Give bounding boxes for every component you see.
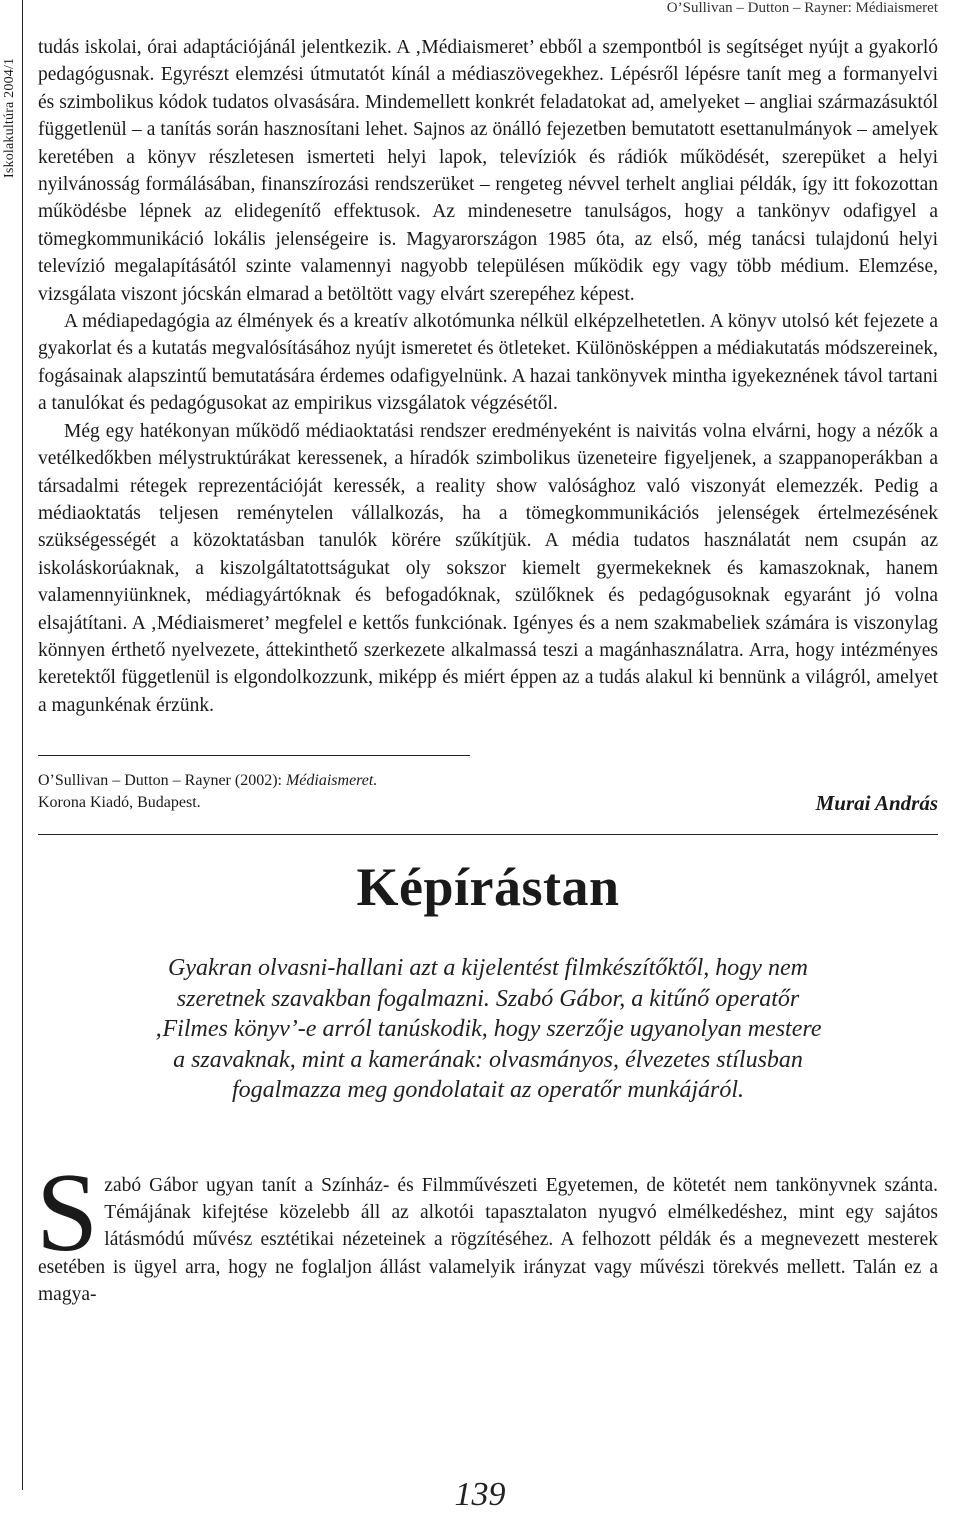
article-paragraph-text: zabó Gábor ugyan tanít a Színház- és Filmművészeti Egyetemen, de kötetét nem tankönyvnek szánta. Témájának kifejtése közelebb áll az alkotói tapasztalaton nyugvó elmélkedéshez, mint egy sajátos látásmódú művész esztétikai nézeteinek a rögzítéséhez. A felhozott példák és a megnevezett mesterek esetében is ügyel arra, hogy ne foglaljon állást valamelyik irányzat vagy művészi törekvés mellett. Talán ez a magya- — [38, 1174, 938, 1306]
running-head: O’Sullivan – Dutton – Rayner: Médiaismeret — [666, 0, 938, 16]
article-paragraph-1 — [36, 1150, 938, 1309]
page-content — [38, 34, 938, 1309]
drop-cap: S — [36, 1150, 99, 1275]
lead-line: fogalmazza meg gondolatait az operatőr munkájáról. — [231, 1077, 744, 1104]
paragraph-1: tudás iskolai, órai adaptációjánál jelentkezik. A ‚Médiaismeret’ ebből a szempontból is segítséget nyújt a gyakorló pedagógusnak. Egyrészt elemzési útmutatót kínál a médiaszövegekhez. Lépésről lépésre tanít meg a formanyelvi és szimbolikus kódok tudatos olvasására. Mindemellett konkrét feladatokat ad, amelyeket – angliai származásuktól függetlenül – a tanítás során hasznosítani lehet. Sajnos az önálló fejezetben bemutatott esettanulmányok – amelyek keretében a könyv részletesen ismerteti helyi lapok, televíziók és rádiók működését, szerepüket a helyi nyilvánosság formálásában, finanszírozási rendszerüket – rengeteg névvel terhelt angliai példák, így itt fokozottan működésbe lépnek az elidegenítő effektusok. Az mindenesetre tanulságos, hogy a tankönyv odafigyel a tömegkommunikáció lokális jelenségeire is. Magyarországon 1985 óta, az első, még tanácsi tulajdonú helyi televízió megalapításától szinte valamennyi nagyobb településen működik egy vagy több médium. Elemzése, vizsgálata viszont jócskán elmarad a betöltött vagy elvárt szerepéhez képest. — [38, 37, 938, 305]
article-title: Képírástan — [356, 857, 620, 918]
reference-book-title: Médiaismeret. — [285, 772, 378, 790]
reference-rule — [38, 755, 470, 756]
reference-line-1 — [38, 770, 377, 792]
lead-line: Gyakran olvasni-hallani azt a kijelentést filmkészítőktől, hogy nem — [168, 955, 808, 982]
paragraph-3: Még egy hatékonyan működő médiaoktatási rendszer eredményeként is naivitás volna elvárni, hogy a nézők a vetélkedőkben mélystruktúrákat keressenek, a híradók szimbolikus üzeneteire figyeljenek, a szappanoperákban a társadalmi rétegek reprezentációját keressék, a reality show valósághoz való viszonyát elemezzék. Pedig a médiaoktatás teljesen reménytelen vállalkozás, ha a tömegkommunikációs jelenségek értelmezésének szükségességét a közoktatásban tanulók körére szűkítjük. A média tudatos használatát nem csupán az iskoláskorúaknak, a kiszolgáltatottságukat oly sokszor kiemelt gyermekeknek és kamaszoknak, hanem valamennyiünknek, médiagyártóknak és befogadóknak, szülőknek és pedagógusoknak egyaránt jó volna elsajátítani. A ‚Médiaismeret’ megfelel e kettős funkciónak. Igényes és a nem szakmabeliek számára is viszonylag könnyen érthető nyelvezete, áttekinthető szerkezete alkalmassá teszi a magánhasználatra. Arra, hogy intézményes keretektől függetlenül is elgondolkozzunk, miképp és miért éppen az a tudás alakul ki bennünk a világról, amelyet a magunkénak érzünk. — [38, 420, 938, 716]
section-separator — [38, 834, 938, 835]
side-rule — [22, 0, 23, 1490]
reference-block — [38, 770, 938, 816]
paragraph-2: A médiapedagógia az élmények és a kreatív alkotómunka nélkül elképzelhetetlen. A könyv utolsó két fejezete a gyakorlat és a kutatás megvalósításához nyújt ismeretet és ötleteket. Különösképpen a médiakutatás módszereinek, fogásainak alapszintű bemutatására érdemes odafigyelnünk. A hazai tankönyvek mintha igyekeznének távol tartani a tanulókat és pedagógusokat az empirikus vizsgálatok végzésétől. — [38, 311, 938, 415]
page-number: 139 — [454, 1476, 506, 1513]
lead-line: szeretnek szavakban fogalmazni. Szabó Gábor, a kitűnő operatőr — [176, 985, 800, 1012]
article-body — [36, 1150, 938, 1309]
lead-line: a szavaknak, mint a kamerának: olvasmányos, élvezetes stílusban — [173, 1046, 803, 1073]
lead-line: ‚Filmes könyv’-e arról tanúskodik, hogy szerzője ugyanolyan mestere — [154, 1016, 822, 1043]
reference-publisher: Korona Kiadó, Budapest. — [38, 794, 201, 812]
lead-paragraph — [58, 953, 918, 1106]
reference-authors: O’Sullivan – Dutton – Rayner (2002): — [38, 772, 286, 790]
review-author: Murai András — [815, 791, 938, 816]
journal-side-label: Iskolakultúra 2004/1 — [2, 57, 17, 178]
